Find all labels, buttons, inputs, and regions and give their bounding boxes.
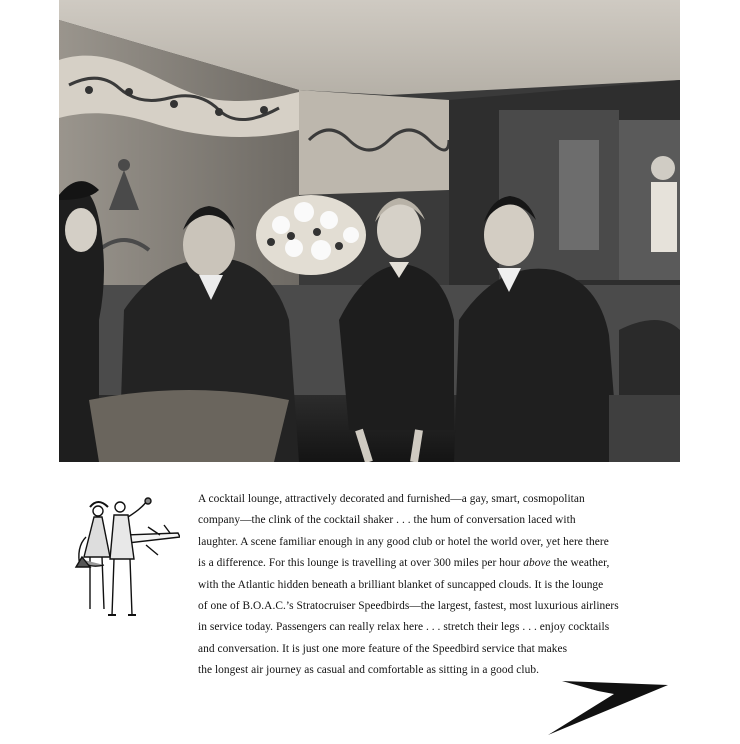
copy-line-4-emphasis: above (523, 557, 551, 570)
copy-line-6: of one of B.O.A.C.’s Stratocruiser Speedbirds—the largest, fastest, most luxurious airliners (198, 600, 619, 613)
lounge-photo (59, 0, 680, 462)
copy-line-5: with the Atlantic hidden beneath a brilliant blanket of suncapped clouds. It is the lounge (198, 578, 604, 591)
copy-line-4 (198, 553, 686, 574)
passengers-sketch (68, 497, 180, 625)
speedbird-logo-icon (548, 677, 674, 739)
copy-line-4-start: is a difference. For this lounge is travelling at over 300 miles per hour (198, 557, 524, 570)
copy-line-4-end: the weather, (550, 557, 610, 570)
copy-line-3: laughter. A scene familiar enough in any good club or hotel the world over, yet here there (198, 535, 609, 548)
ad-copy (198, 489, 686, 682)
copy-line-1: A cocktail lounge, attractively decorated and furnished—a gay, smart, cosmopolitan (198, 493, 585, 505)
copy-line-2: company—the clink of the cocktail shaker . . . the hum of conversation laced with (198, 514, 576, 527)
copy-line-8: and conversation. It is just one more feature of the Speedbird service that makes (198, 642, 568, 655)
copy-line-9: the longest air journey as casual and comfortable as sitting in a good club. (198, 664, 539, 677)
copy-line-7: in service today. Passengers can really relax here . . . stretch their legs . . . enjoy cocktails (198, 621, 610, 634)
